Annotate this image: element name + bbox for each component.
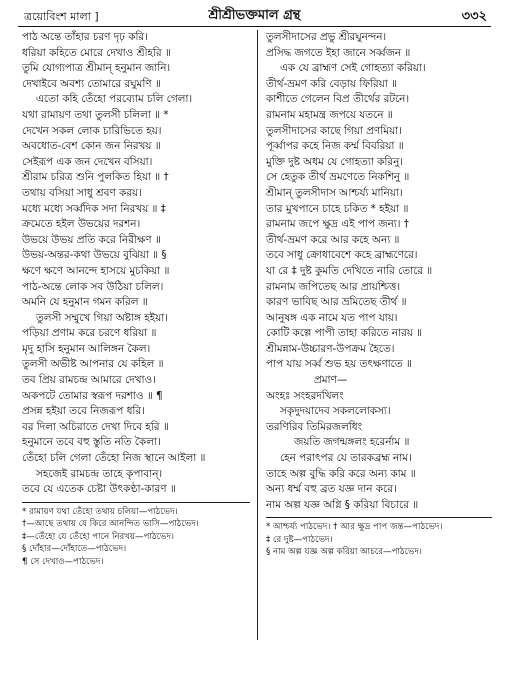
verse-line: যা রে ‡ দুষ্ট কুমতি দেখিতে নারি তোরে ॥ — [266, 264, 433, 277]
chapter-label: ত্রয়োবিংশ মালা ] — [24, 10, 99, 23]
verse-line: রামনাম মহামন্ত্র জপয়ে যতনে ॥ — [266, 108, 393, 121]
verse-line: শ্রীমান্ তুলসীদাস আশ্চর্য্য মানিয়া। — [266, 186, 403, 199]
verse-line: তুমি যোগ্যপাত্র শ্রীমান্ হনুমান জানি। — [22, 62, 171, 75]
verse-line: দেখাইবে অবশ্য তোমারে রঘুমণি ॥ — [22, 77, 161, 90]
verse-line: সে হেতুক তীর্থ ভ্রমণেতে নিকশিনু ॥ — [266, 171, 410, 184]
footnote: †—আছে তথায় যে কিরে আনন্দিত ভাসি—পাঠভেদ। — [22, 519, 199, 530]
verse-line: তেঁহো চলি গেলা তেঁহো নিজ স্থানে আইলা ॥ — [22, 452, 206, 465]
verse-line: নাম অল্প যজ্ঞ অগ্নি § করিয়া বিচারে ॥ — [266, 498, 419, 511]
verse-line: এতো কহি তেঁহো পরব্যোম চলি গেলা। — [36, 93, 193, 106]
verse-line: পাঠ অন্তে তাঁহার চরণ দৃঢ় করি। — [22, 31, 148, 43]
verse-line: মুক্তি দুষ্ট অধম যে গোহত্যা করিনু। — [266, 155, 404, 168]
verse-line: প্রসিদ্ধ জগতে ইহা জানে সর্ব্বজন ॥ — [266, 46, 411, 59]
verse-line: তুলসী অভীষ্ট আপনার যে কহিল ॥ — [22, 358, 164, 371]
sanskrit-verse-line: তরণিরিব তিমিরজলধিং — [266, 420, 363, 433]
verse-line: পড়িয়া প্রণাম করে চরণে ধরিয়া ॥ — [22, 327, 157, 340]
left-column — [22, 30, 250, 568]
verse-line: কাশীতে গেলেন বিপ্র তীর্থের রটনে। — [266, 93, 410, 106]
verse-line: তীর্থ-ভ্রমণ করে আর কহে অন্য ॥ — [266, 233, 400, 246]
verse-line: মধ্যে মধ্যে সর্ব্বদিক সদা নিরখয় ॥ ‡ — [22, 202, 166, 215]
verse-line: অন্য ধর্ম্ম বহু ব্রত যজ্ঞ দান করে। — [266, 483, 397, 496]
verse-line: তীর্থ-ভ্রমণ করি বেড়ায় ফিরিয়া ॥ — [266, 77, 397, 90]
verse-line: সেইরূপ এক জন দেখেন বসিয়া। — [22, 155, 153, 168]
verse-line: দেখেন সকল লোক চারিভিতে হয়। — [22, 124, 162, 137]
column-divider — [257, 30, 258, 640]
verse-line: ধরিয়া কহিতে মোরে দেখাও শ্রীহরি ॥ — [22, 46, 171, 59]
verse-line: শ্রীরাম চরিত্র শুনি পুলকিত হিয়া ॥ † — [22, 171, 169, 184]
verse-line: অমনি যে হনুমান গমন করিল ॥ — [22, 296, 148, 309]
verse-line: কারণ ভাবিছ আর ভ্রমিতেছ তীর্থ ॥ — [266, 296, 407, 309]
footnote: § নাম অল্প যজ্ঞ অল্প করিয়া আচরে—পাঠভেদ। — [266, 547, 422, 558]
verse-line: অকপটে তোমার স্বরূপ দরশাও ॥ ¶ — [22, 389, 163, 402]
footnote: ‡—তেঁহো যে তেঁহো পানে নিরখয়—পাঠভেদ। — [22, 531, 174, 542]
book-title: শ্রীশ্রীভক্তমাল গ্রন্থ — [208, 8, 301, 23]
sanskrit-verse-line: অংহঃ সংহরদখিলং — [266, 389, 344, 402]
verse-line: তবে যে এতেক চেষ্টা উৎকণ্ঠা-কারণ ॥ — [22, 483, 176, 496]
footnote: ¶ সে দেখাও—পাঠভেদ। — [22, 556, 104, 567]
verse-line: প্রসন্ন হইয়া তবে নিজরূপ ধরি। — [22, 405, 145, 418]
footnote: § দোঁহার—দোঁহাতে—পাঠভেদ। — [22, 544, 127, 555]
verse-line: তার মুখপানে চাহে চকিত * হইয়া ॥ — [266, 202, 409, 215]
verse-line: তুলসীদাসের কাছে গিয়া প্রণমিয়া। — [266, 124, 402, 137]
verse-line: তব প্রিয় রামচন্দ্র আমারে দেখাও। — [22, 374, 156, 387]
verse-line: বর দিলা অচিরাতে দেখা দিবে হরি ॥ — [22, 420, 169, 433]
verse-line: পাঠ-অন্তে লোক সব উঠিয়া চলিল। — [22, 280, 164, 293]
page-number: ৩৩২ — [461, 9, 487, 24]
verse-line: তুলসীদাসের প্রভু শ্রীরঘুনন্দন। — [266, 31, 387, 43]
verse-line: তুলসী সম্মুখে গিয়া অষ্টাঙ্গ হইয়া। — [36, 311, 168, 324]
verse-line: যথা রামায়ণ তথা তুলসী চলিলা ॥ * — [22, 108, 169, 121]
pramana-label: প্রমাণ— — [314, 374, 348, 387]
verse-line: সহজেই রামচন্দ্র তাহে কৃপাবান্। — [36, 467, 163, 480]
sanskrit-verse-line: জয়তি জগন্মঙ্গলং হরের্নাম ॥ — [294, 436, 410, 449]
verse-line: হেন পরাৎপর যে তারকব্রহ্ম নাম। — [280, 452, 412, 465]
verse-line: তথায় বসিয়া সাধু শ্রবণ করয়। — [22, 186, 142, 199]
verse-line: তাহে অল্প বুদ্ধি করি করে অন্য কাম ॥ — [266, 467, 416, 480]
verse-line: শ্রীমন্নাম-উচ্চারণ-উপক্রম হৈতে। — [266, 342, 395, 355]
verse-line: পূর্ব্বাপর কহে নিজ কর্ম্ম বিবরিয়া ॥ — [266, 140, 404, 153]
verse-line: উভয়-অন্তর-কথা উভয়ে বুঝিয়া ॥ § — [22, 249, 167, 262]
verse-line: আনুষঙ্গ এক নামে যত পাপ যায়। — [266, 311, 398, 324]
footnote: * আশ্চর্য্য পাঠভেদ। † আর ক্ষুদ্র পাপ জন্ত—পাঠভেদ। — [266, 522, 443, 533]
verse-line: রামনাম জপিতেছ আর প্রায়শ্চিত্ত। — [266, 280, 401, 293]
right-column — [266, 30, 492, 559]
footnote-rule — [266, 517, 492, 518]
verse-line: উভয়ে উভয় প্রতি করে নিরীক্ষণ ॥ — [22, 233, 161, 246]
verse-line: ক্রমেতে হইল উভয়ের দরশন। — [22, 218, 141, 231]
verse-line: রামনাম জপে ক্ষুদ্র এই পাপ জন্য। † — [266, 218, 409, 231]
verse-line: পাপ যায় সর্ব্ব শুভ হয় তৎক্ষণাতে ॥ — [266, 358, 412, 371]
verse-line: কোটি কল্পে পাপী তাহা করিতে নারয় ॥ — [266, 327, 423, 340]
verse-line: ক্ষণে ক্ষণে আনন্দে হাসয়ে মুচকিয়া ॥ — [22, 264, 170, 277]
page-header — [18, 6, 491, 27]
verse-line: অবধোত-বেশ কোন জন নিরখয় ॥ — [22, 140, 161, 153]
sanskrit-verse-line: সকৃদুদয়াদেব সকললোকস্য। — [280, 405, 391, 418]
footnote: * রামায়ণ যথা তেঁহো তথায় চলিয়া—পাঠভেদ। — [22, 506, 178, 517]
footnote-rule — [22, 502, 250, 503]
verse-line: তবে সাধু ক্রোধাবেশে কহে ব্রাহ্মণেরে। — [266, 249, 418, 262]
verse-line: এক যে ব্রাহ্মণ সেই গোহত্যা করিয়া। — [280, 62, 426, 75]
footnote: ‡ রে দুষ্ট—পাঠভেদ। — [266, 534, 333, 545]
verse-line: হনুমানে তবে বহু স্তুতি নতি কৈলা। — [22, 436, 161, 449]
verse-line: মৃদু হাসি হনুমান আলিঙ্গন কৈল। — [22, 342, 151, 355]
